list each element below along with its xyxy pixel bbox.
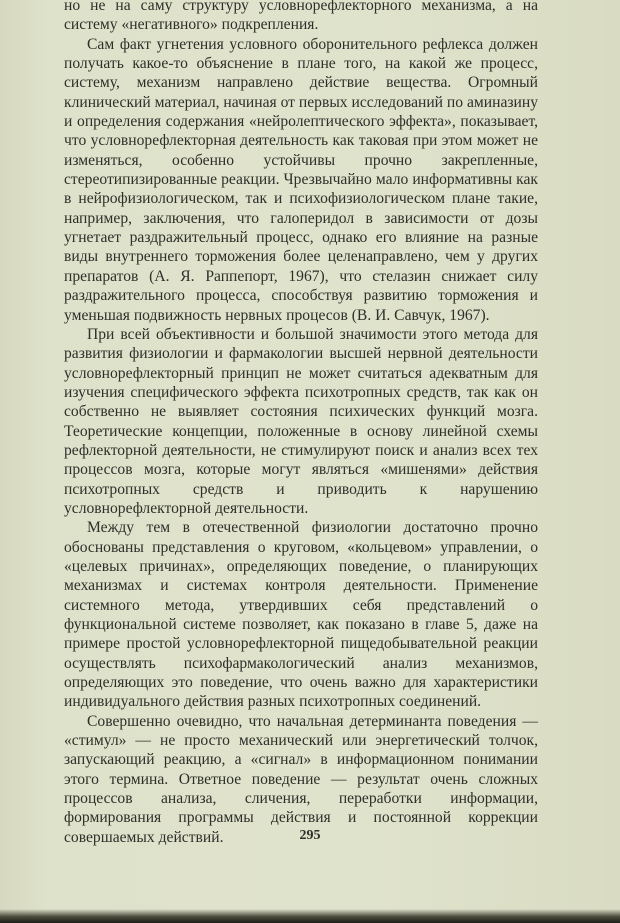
body-text — [64, 0, 538, 847]
paragraph: Между тем в отечественной физиологии достаточно прочно обоснованы представления о круговом, «кольцевом» управлении, о «целевых причинах», определяющих поведение, о планирующих механизмах и системах контроля деятельности. Применение системного метода, утвердивших себя представлений о функциональной системе позволяет, как показано в главе 5, даже на примере простой условнорефлекторной пищедобывательной реакции осуществлять психофармакологический анализ механизмов, определяющих это поведение, что очень важно для характеристики индивидуального действия разных психотропных соединений. — [64, 519, 538, 711]
paragraph: но не на саму структуру условнорефлекторного механизма, а на систему «негативного» подкрепления. — [64, 0, 538, 34]
page-number: 295 — [299, 828, 321, 843]
page-bottom-edge — [0, 909, 620, 923]
paragraph: Совершенно очевидно, что начальная детерминанта поведения — «стимул» — не просто механический или энергетический толчок, запускающий реакцию, а «сигнал» в информационном понимании этого термина. Ответное поведение — результат очень сложных процессов анализа, сличения, переработки информации, формирования программы действия и постоянной коррекции совершаемых действий. — [64, 712, 538, 846]
paragraph: Сам факт угнетения условного оборонительного рефлекса должен получать какое-то объяснение в плане того, на какой же процесс, систему, механизм направлено действие вещества. Огромный клинический материал, начиная от первых исследований по аминазину и определения содержания «нейролептического эффекта», показывает, что условнорефлекторная деятельность как таковая при этом может не изменяться, особенно устойчивы прочно закрепленные, стереотипизированные реакции. Чрезвычайно мало информативны как в нейрофизиологическом, так и психофизиологическом плане такие, например, заключения, что галоперидол в зависимости от дозы угнетает раздражительный процесс, однако его влияние на разные виды внутреннего торможения более целенаправлено, чем у других препаратов (А. Я. Раппепорт, 1967), что стелазин снижает силу раздражительного процесса, способствуя развитию торможения и уменьшая подвижность нервных процесов (В. И. Савчук, 1967). — [64, 35, 539, 324]
paragraph: При всей объективности и большой значимости этого метода для развития физиологии и фармакологии высшей нервной деятельности условнорефлекторный принцип не может считаться адекватным для изучения специфического эффекта психотропных средств, так как он собственно не выявляет состояния психических функций мозга. Теоретические концепции, положенные в основу линейной схемы рефлекторной деятельности, не стимулируют поиск и анализ всех тех процессов мозга, которые могут являться «мишенями» действия психотропных средств и приводить к нарушению условнорефлекторной деятельности. — [64, 325, 538, 517]
